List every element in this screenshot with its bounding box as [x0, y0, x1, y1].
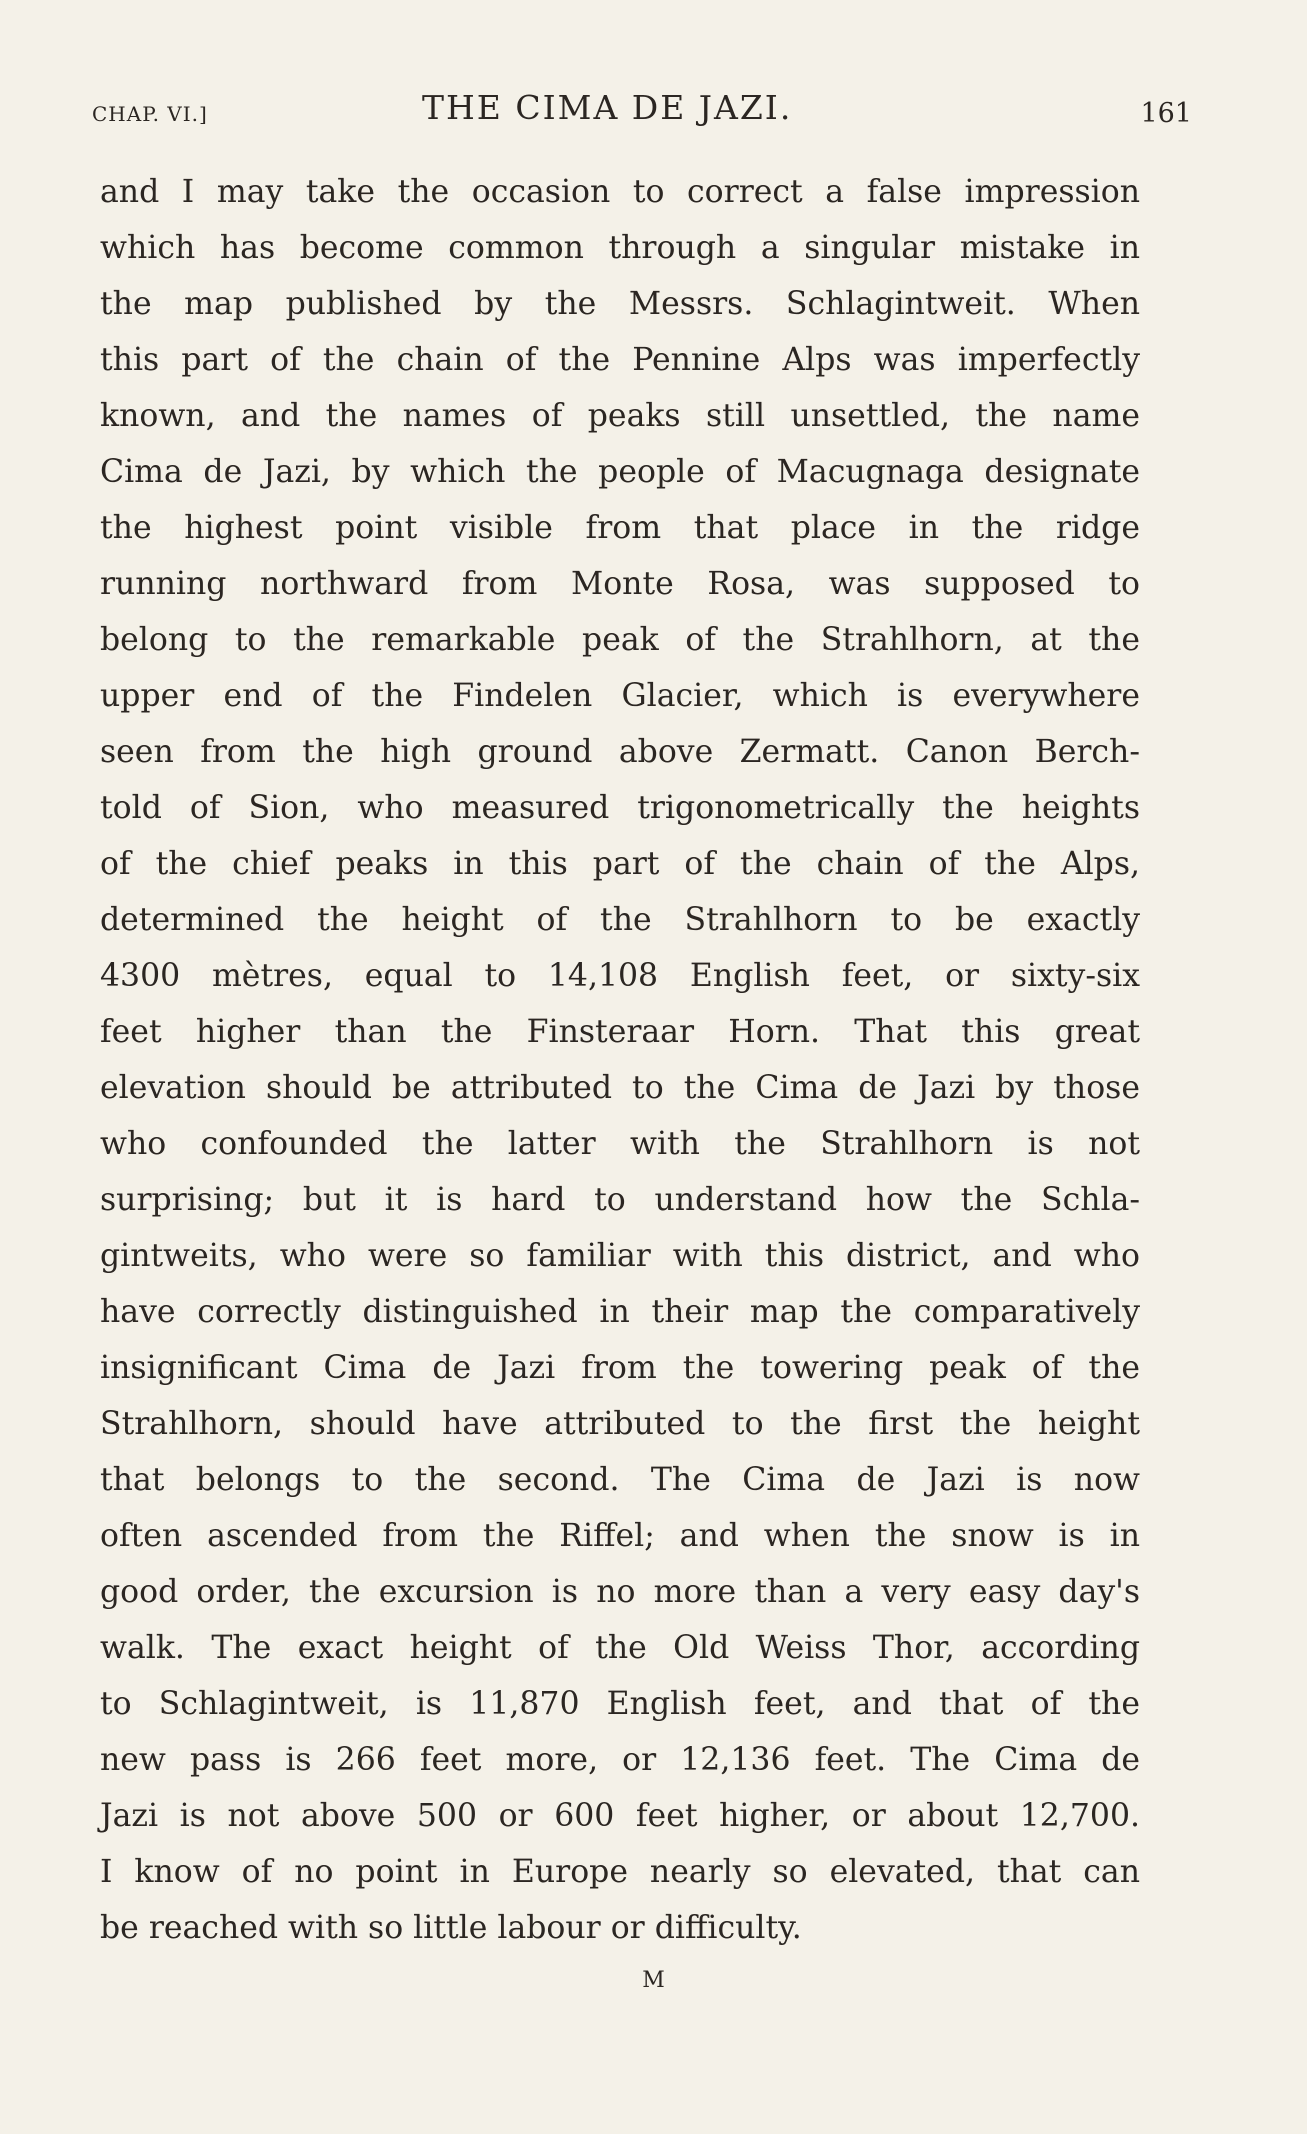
text-line: Strahlhorn, should have attributed to the first the height	[100, 1406, 1140, 1442]
text-line: known, and the names of peaks still unsettled, the name	[100, 398, 1140, 434]
text-line: running northward from Monte Rosa, was supposed to	[100, 566, 1140, 602]
text-line: seen from the high ground above Zermatt. Canon Berch-	[100, 734, 1140, 770]
signature-mark: M	[642, 1968, 665, 1993]
text-line: walk. The exact height of the Old Weiss Thor, according	[100, 1630, 1140, 1666]
text-line: be reached with so little labour or difficulty.	[100, 1910, 802, 1946]
text-line: that belongs to the second. The Cima de Jazi is now	[100, 1462, 1140, 1498]
text-line: and I may take the occasion to correct a false impression	[100, 174, 1140, 210]
running-head	[92, 88, 1192, 134]
page-number: 161	[1140, 98, 1192, 129]
text-line: belong to the remarkable peak of the Strahlhorn, at the	[100, 622, 1140, 658]
text-line: elevation should be attributed to the Cima de Jazi by those	[100, 1070, 1140, 1106]
text-line: upper end of the Findelen Glacier, which is everywhere	[100, 678, 1140, 714]
text-line: the map published by the Messrs. Schlagintweit. When	[100, 286, 1140, 322]
text-line: of the chief peaks in this part of the chain of the Alps,	[100, 846, 1140, 882]
body-text	[100, 164, 1140, 1956]
text-line: have correctly distinguished in their map the comparatively	[100, 1294, 1140, 1330]
text-line: I know of no point in Europe nearly so elevated, that can	[100, 1854, 1140, 1890]
text-line: new pass is 266 feet more, or 12,136 feet. The Cima de	[100, 1742, 1140, 1778]
text-line: surprising; but it is hard to understand how the Schla-	[100, 1182, 1140, 1218]
page-title: THE CIMA DE JAZI.	[422, 88, 793, 127]
chapter-label: CHAP. VI.]	[92, 102, 208, 126]
text-line: this part of the chain of the Pennine Alps was imperfectly	[100, 342, 1140, 378]
text-line: who confounded the latter with the Strahlhorn is not	[100, 1126, 1140, 1162]
text-line: Cima de Jazi, by which the people of Macugnaga designate	[100, 454, 1140, 490]
text-line: told of Sion, who measured trigonometrically the heights	[100, 790, 1140, 826]
text-line: good order, the excursion is no more than a very easy day's	[100, 1574, 1140, 1610]
text-line: which has become common through a singular mistake in	[100, 230, 1140, 266]
text-line: gintweits, who were so familiar with this district, and who	[100, 1238, 1140, 1274]
text-line: insignificant Cima de Jazi from the towering peak of the	[100, 1350, 1140, 1386]
text-line: the highest point visible from that place in the ridge	[100, 510, 1140, 546]
text-line: determined the height of the Strahlhorn to be exactly	[100, 902, 1140, 938]
text-line: 4300 mètres, equal to 14,108 English feet, or sixty-six	[100, 958, 1140, 994]
text-line: to Schlagintweit, is 11,870 English feet, and that of the	[100, 1686, 1140, 1722]
text-line: often ascended from the Riffel; and when the snow is in	[100, 1518, 1140, 1554]
text-line: Jazi is not above 500 or 600 feet higher, or about 12,700.	[100, 1798, 1140, 1834]
text-line: feet higher than the Finsteraar Horn. That this great	[100, 1014, 1140, 1050]
